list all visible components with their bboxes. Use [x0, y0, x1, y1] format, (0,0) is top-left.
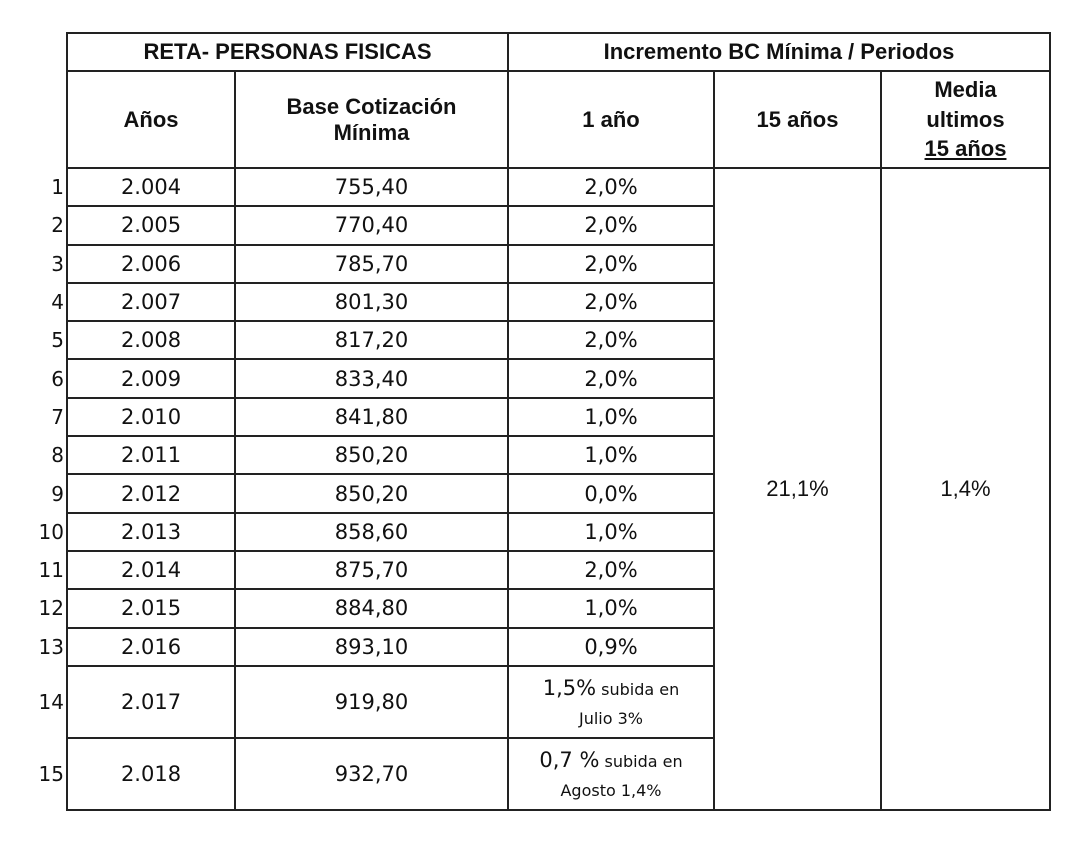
column-header-base [235, 71, 508, 168]
column-header-15anos: 15 años [714, 71, 881, 168]
base-cell: 850,20 [235, 474, 508, 512]
base-cell: 850,20 [235, 436, 508, 474]
base-cell: 755,40 [235, 168, 508, 206]
year-cell: 2.009 [67, 359, 235, 397]
reta-table [22, 32, 1051, 811]
group-header-incremento: Incremento BC Mínima / Periodos [508, 33, 1050, 71]
inc-1ano-cell: 2,0% [508, 321, 714, 359]
year-cell: 2.016 [67, 628, 235, 666]
year-cell: 2.018 [67, 738, 235, 810]
base-cell: 893,10 [235, 628, 508, 666]
year-cell: 2.013 [67, 513, 235, 551]
column-header-media-line2: ultimos [926, 106, 1005, 132]
column-header-media-line1: Media [934, 76, 997, 102]
column-header-media [881, 71, 1050, 168]
inc-1ano-cell: 1,0% [508, 589, 714, 627]
inc-note-lead: 0,7 % [539, 748, 600, 773]
row-number: 8 [22, 436, 67, 474]
row-number: 4 [22, 283, 67, 321]
row-number: 14 [22, 666, 67, 738]
inc-1ano-cell: 2,0% [508, 359, 714, 397]
year-cell: 2.012 [67, 474, 235, 512]
year-cell: 2.010 [67, 398, 235, 436]
base-cell: 785,70 [235, 245, 508, 283]
inc-1ano-note-cell [508, 738, 714, 810]
column-header-row [22, 71, 1050, 168]
row-number: 15 [22, 738, 67, 810]
inc-note-lead: 1,5% [542, 676, 597, 701]
group-header-row [22, 33, 1050, 71]
row-number: 10 [22, 513, 67, 551]
row-number: 5 [22, 321, 67, 359]
inc-1ano-cell: 2,0% [508, 283, 714, 321]
inc-note-text1: subida en [599, 752, 683, 772]
year-cell: 2.014 [67, 551, 235, 589]
base-cell: 841,80 [235, 398, 508, 436]
row-number: 9 [22, 474, 67, 512]
media-15anos-cell: 1,4% [881, 168, 1050, 810]
row-number: 1 [22, 168, 67, 206]
base-cell: 932,70 [235, 738, 508, 810]
column-header-1ano: 1 año [508, 71, 714, 168]
base-cell: 770,40 [235, 206, 508, 244]
year-cell: 2.015 [67, 589, 235, 627]
corner-blank-2 [22, 71, 67, 168]
row-number: 2 [22, 206, 67, 244]
base-cell: 817,20 [235, 321, 508, 359]
row-number: 13 [22, 628, 67, 666]
inc-15anos-cell: 21,1% [714, 168, 881, 810]
inc-note-line1 [509, 744, 713, 778]
table-row [22, 168, 1050, 206]
base-cell: 801,30 [235, 283, 508, 321]
column-header-anos: Años [67, 71, 235, 168]
group-header-reta: RETA- PERSONAS FISICAS [67, 33, 508, 71]
row-number: 6 [22, 359, 67, 397]
year-cell: 2.011 [67, 436, 235, 474]
base-cell: 858,60 [235, 513, 508, 551]
year-cell: 2.007 [67, 283, 235, 321]
year-cell: 2.006 [67, 245, 235, 283]
row-number: 11 [22, 551, 67, 589]
inc-1ano-cell: 0,0% [508, 474, 714, 512]
column-header-base-line1: Base Cotización [286, 93, 457, 119]
year-cell: 2.005 [67, 206, 235, 244]
inc-1ano-cell: 2,0% [508, 168, 714, 206]
inc-note-line2: Julio 3% [578, 708, 643, 728]
inc-note-text1: subida en [596, 680, 680, 700]
corner-blank [22, 33, 67, 71]
base-cell: 875,70 [235, 551, 508, 589]
year-cell: 2.004 [67, 168, 235, 206]
inc-1ano-cell: 0,9% [508, 628, 714, 666]
base-cell: 884,80 [235, 589, 508, 627]
inc-note-line1 [509, 672, 713, 706]
row-number: 12 [22, 589, 67, 627]
inc-note-line2: Agosto 1,4% [560, 780, 662, 800]
inc-1ano-cell: 2,0% [508, 245, 714, 283]
column-header-media-line3: 15 años [924, 136, 1007, 162]
row-number: 3 [22, 245, 67, 283]
year-cell: 2.008 [67, 321, 235, 359]
inc-1ano-cell: 1,0% [508, 398, 714, 436]
inc-1ano-cell: 1,0% [508, 436, 714, 474]
base-cell: 833,40 [235, 359, 508, 397]
inc-1ano-cell: 2,0% [508, 206, 714, 244]
year-cell: 2.017 [67, 666, 235, 738]
inc-1ano-cell: 2,0% [508, 551, 714, 589]
base-cell: 919,80 [235, 666, 508, 738]
inc-1ano-cell: 1,0% [508, 513, 714, 551]
reta-table-container [22, 32, 1051, 811]
row-number: 7 [22, 398, 67, 436]
column-header-base-line2: Mínima [333, 119, 410, 145]
inc-1ano-note-cell [508, 666, 714, 738]
